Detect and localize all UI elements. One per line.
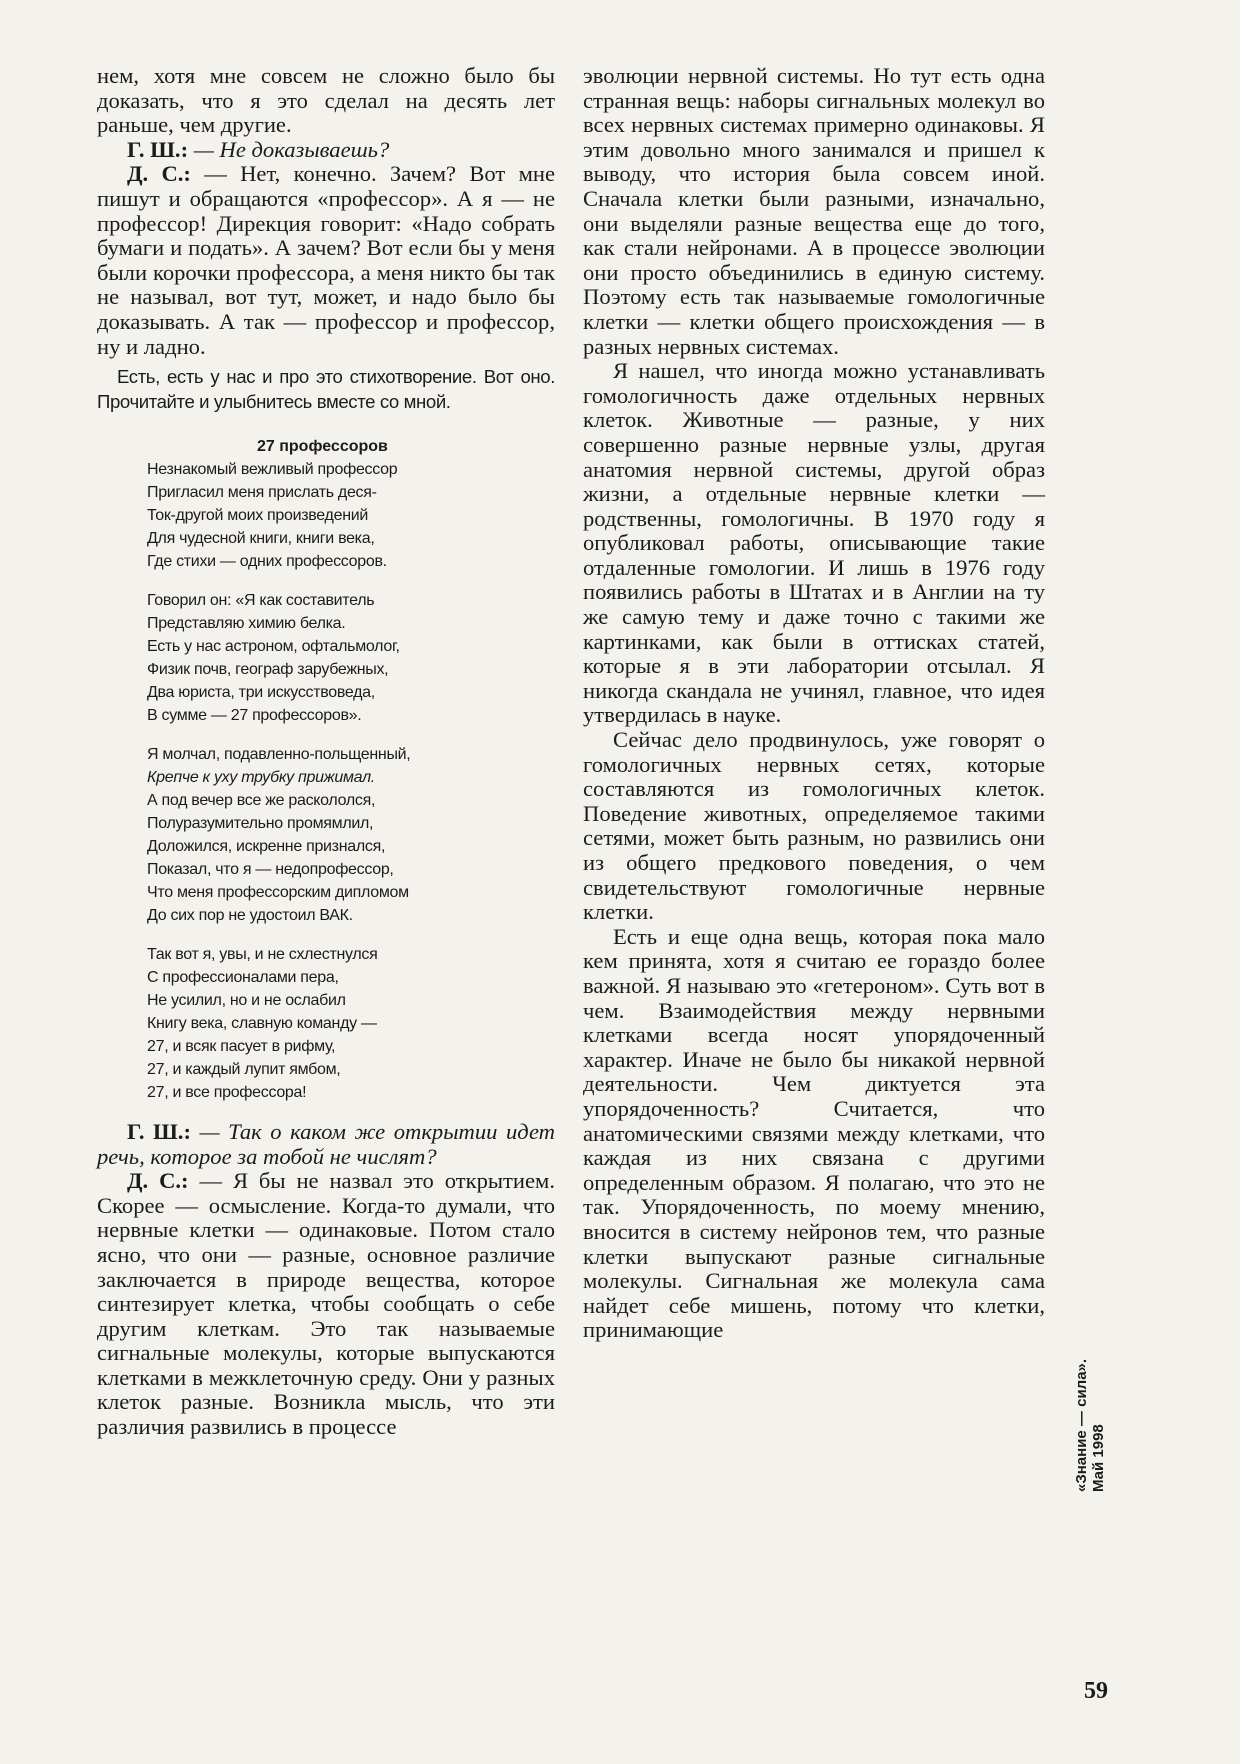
dialogue-text: — Так о каком же открытии идет речь, которое за тобой не числят? — [97, 1118, 555, 1169]
poem-line: Крепче к уху трубку прижимал. — [147, 768, 375, 786]
poem-line: В сумме — 27 профессоров». — [147, 706, 362, 724]
poem-stanza-1 — [147, 458, 555, 573]
paragraph: эволюции нервной системы. Но тут есть одна странная вещь: наборы сигнальных молекул во всех нервных системах примерно одинаковы. Я этим довольно много занимался и пришел к выводу, что история была совсем иной. Сначала клетки были разными, изначально, они выделяли разные вещества еще до того, как стали нейронами. А в процессе эволюции они просто объединились в единую систему. Поэтому есть так называемые гомологичные клетки — клетки общего происхождения — в разных нервных системах. — [583, 63, 1045, 359]
poem-line: Для чудесной книги, книги века, — [147, 529, 375, 547]
speaker-label: Д. С.: — [127, 161, 191, 187]
poem-line: Полуразумительно промямлил, — [147, 814, 374, 832]
poem-line: До сих пор не удостоил ВАК. — [147, 906, 353, 924]
poem-line: Так вот я, увы, и не схлестнулся — [147, 945, 378, 963]
poem-line: Говорил он: «Я как составитель — [147, 591, 375, 609]
poem-line: Книгу века, славную команду — — [147, 1014, 377, 1032]
poem-line: 27, и каждый лупит ямбом, — [147, 1060, 341, 1078]
poem-intro: Есть, есть у нас и про это стихотворение. Вот оно. Прочитайте и улыбнитесь вместе со мной. — [97, 366, 555, 412]
poem-line: Ток-другой моих произведений — [147, 506, 368, 524]
poem-line: А под вечер все же раскололся, — [147, 791, 376, 809]
dialogue-paragraph — [97, 162, 555, 359]
dialogue-text: — Не доказываешь? — [193, 136, 390, 162]
poem — [147, 436, 555, 1104]
poem-line: Показал, что я — недопрофессор, — [147, 860, 394, 878]
poem-line: Где стихи — одних профессоров. — [147, 552, 387, 570]
left-column — [97, 64, 555, 1440]
poem-stanza-2 — [147, 589, 555, 727]
paragraph: Я нашел, что иногда можно устанавливать гомологичность даже отдельных нервных клеток. Животные — разные, у них совершенно разные нервные узлы, другая анатомия нервной системы, другой образ жизни, а отдельные нервные клетки — родственны, гомологичны. В 1970 году я опубликовал работы, описывающие такие отдаленные гомологии. И лишь в 1976 году появились работы в Штатах и в Англии на ту же самую тему и даже точно с такими же картинками, как были в оттисках статей, которые я в эти лаборатории отсылал. Я никогда скандала не учинял, главное, что идея утвердилась в науке. — [583, 358, 1045, 728]
poem-line: 27, и все профессора! — [147, 1083, 307, 1101]
poem-line: Не усилил, но и не ослабил — [147, 991, 346, 1009]
poem-stanza-3 — [147, 743, 555, 927]
poem-line: Есть у нас астроном, офтальмолог, — [147, 637, 400, 655]
dialogue-text: — Я бы не назвал это открытием. Скорее — осмысление. Когда-то думали, что нервные клетки — одинаковые. Потом стало ясно, что они — разные, основное различие заключается в природе вещества, которое синтезирует клетка, чтобы сообщать о себе другим клеткам. Это так называемые сигнальные молекулы, которые выпускаются клетками в межклеточную среду. Они у разных клеток разные. Возникла мысль, что эти различия развились в процессе — [97, 1168, 555, 1440]
dialogue-paragraph — [97, 1169, 555, 1440]
journal-credit — [1073, 1359, 1107, 1492]
paragraph: Сейчас дело продвинулось, уже говорят о гомологичных нервных сетях, которые составляются из гомологичных клеток. Поведение животных, определяемое такими сетями, может быть разным, но развились они из общего предкового поведения, о чем свидетельствуют гомологичные нервные клетки. — [583, 727, 1045, 925]
right-column — [583, 64, 1045, 1343]
poem-line: Доложился, искренне признался, — [147, 837, 386, 855]
poem-line: Физик почв, географ зарубежных, — [147, 660, 389, 678]
journal-issue: Май 1998 — [1090, 1424, 1107, 1492]
dialogue-paragraph — [97, 138, 555, 163]
poem-line: Незнакомый вежливый профессор — [147, 460, 398, 478]
paragraph: Есть и еще одна вещь, которая пока мало кем принята, хотя я считаю ее гораздо более важной. Я называю это «гетероном». Суть вот в чем. Взаимодействия между нервными клетками всегда носят упорядоченный характер. Иначе не было бы никакой нервной деятельности. Чем диктуется эта упорядоченность? Считается, что анатомическими связями между клетками, что каждая из них связана с другими определенным образом. Я полагаю, что это не так. Упорядоченность, по моему мнению, вносится в систему нейронов тем, что разные клетки выпускают разные сигнальные молекулы. Сигнальная же молекула сама найдет себе мишень, потому что клетки, принимающие — [583, 923, 1045, 1343]
speaker-label: Г. Ш.: — [127, 136, 189, 162]
poem-line: Представляю химию белка. — [147, 614, 346, 632]
poem-title: 27 профессоров — [257, 437, 388, 455]
poem-stanza-4 — [147, 943, 555, 1104]
journal-title: «Знание — сила». — [1073, 1358, 1090, 1492]
dialogue-text: — Нет, конечно. Зачем? Вот мне пишут и обращаются «профессор». А я — не профессор! Дирекция говорит: «Надо собрать бумаги и подать». А зачем? Вот если бы у меня были корочки профессора, а меня никто бы так не называл, вот тут, может, и надо было бы доказывать. А так — профессор и профессор, ну и ладно. — [97, 161, 555, 359]
paragraph: нем, хотя мне совсем не сложно было бы доказать, что я это сделал на десять лет раньше, чем другие. — [97, 63, 555, 138]
page-number: 59 — [1084, 1678, 1108, 1704]
poem-line: 27, и всяк пасует в рифму, — [147, 1037, 336, 1055]
poem-line: С профессионалами пера, — [147, 968, 339, 986]
speaker-label: Г. Ш.: — [127, 1118, 191, 1144]
poem-line: Два юриста, три искусствоведа, — [147, 683, 375, 701]
poem-line: Я молчал, подавленно-польщенный, — [147, 745, 411, 763]
poem-line: Пригласил меня прислать деся- — [147, 483, 377, 501]
speaker-label: Д. С.: — [127, 1168, 189, 1194]
poem-line: Что меня профессорским дипломом — [147, 883, 409, 901]
dialogue-paragraph — [97, 1120, 555, 1169]
